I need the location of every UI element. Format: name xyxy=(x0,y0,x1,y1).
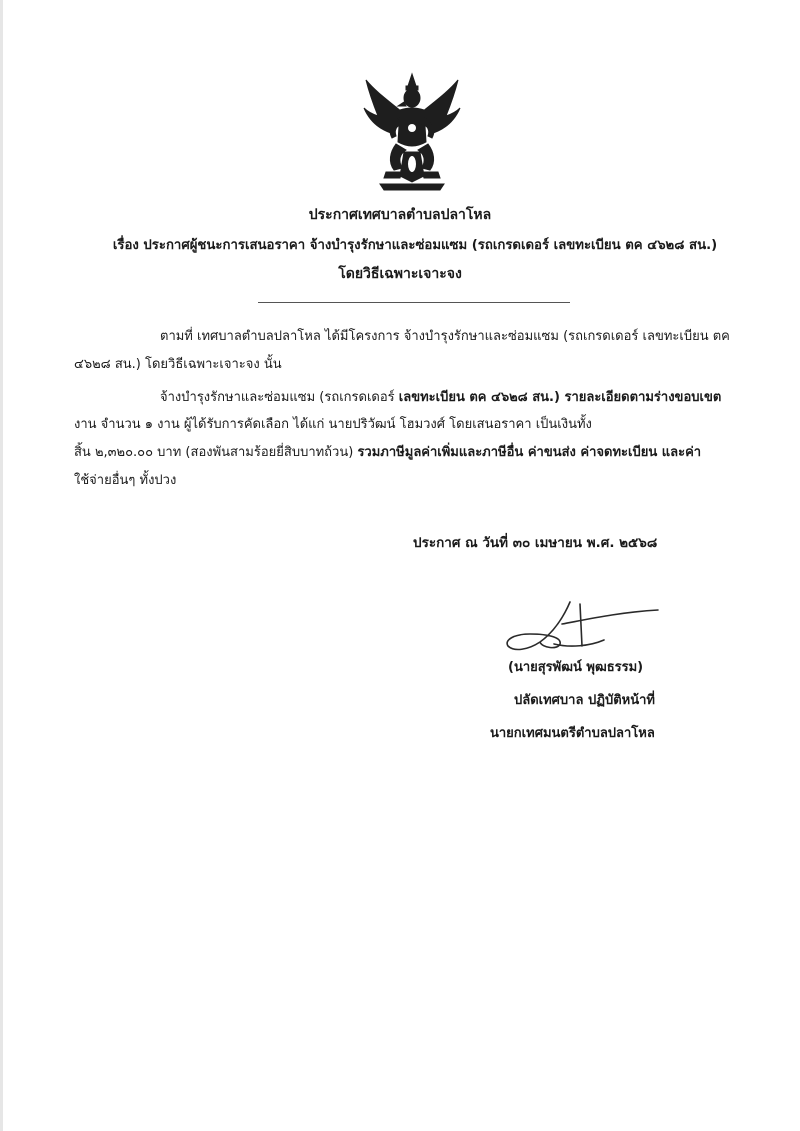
body-text-emphasis: รวมภาษีมูลค่าเพิ่มและภาษีอื่น ค่าขนส่ง ค่าจดทะเบียน และค่า xyxy=(357,445,702,460)
page-edge xyxy=(0,0,3,1131)
signer-position: ปลัดเทศบาล ปฏิบัติหน้าที่ xyxy=(514,693,655,708)
body-paragraph-line xyxy=(160,386,721,407)
body-paragraph-line xyxy=(74,441,701,462)
body-text-part: จ้างบำรุงรักษาและซ่อมแซม (รถเกรดเดอร์ xyxy=(160,390,399,405)
signer-position-acting: นายกเทศมนตรีตำบลปลาโหล xyxy=(490,726,655,741)
body-paragraph-line: ใช้จ่ายอื่นๆ ทั้งปวง xyxy=(74,473,177,488)
procurement-method: โดยวิธีเฉพาะเจาะจง xyxy=(338,266,462,282)
body-paragraph-line: ตามที่ เทศบาลตำบลปลาโหล ได้มีโครงการ จ้างบำรุงรักษาและซ่อมแซม (รถเกรดเดอร์ เลขทะเบียน ตค xyxy=(160,329,730,344)
document-subject: เรื่อง ประกาศผู้ชนะการเสนอราคา จ้างบำรุงรักษาและซ่อมแซม (รถเกรดเดอร์ เลขทะเบียน ตค ๔๖๒๘ สน.) xyxy=(112,238,718,253)
divider-line xyxy=(258,302,570,303)
signer-name: (นายสุรพัฒน์ พุฒธรรม) xyxy=(508,660,644,675)
body-text-emphasis: เลขทะเบียน ตค ๔๖๒๘ สน.) รายละเอียดตามร่างขอบเขต xyxy=(398,390,722,405)
document-title: ประกาศเทศบาลตำบลปลาโหล xyxy=(308,207,492,223)
garuda-emblem-icon xyxy=(360,72,464,196)
handwritten-signature xyxy=(500,598,670,660)
body-text-part: สิ้น ๒,๓๒๐.๐๐ บาท (สองพันสามร้อยยี่สิบบาทถ้วน) xyxy=(74,445,358,460)
body-paragraph-line: งาน จำนวน ๑ งาน ผู้ได้รับการคัดเลือก ได้แก่ นายปริวัฒน์ โฮมวงศ์ โดยเสนอราคา เป็นเงินทั้ง xyxy=(74,417,592,432)
body-paragraph-line: ๔๖๒๘ สน.) โดยวิธีเฉพาะเจาะจง นั้น xyxy=(74,357,282,372)
announcement-date: ประกาศ ณ วันที่ ๓๐ เมษายน พ.ศ. ๒๕๖๘ xyxy=(413,535,658,551)
